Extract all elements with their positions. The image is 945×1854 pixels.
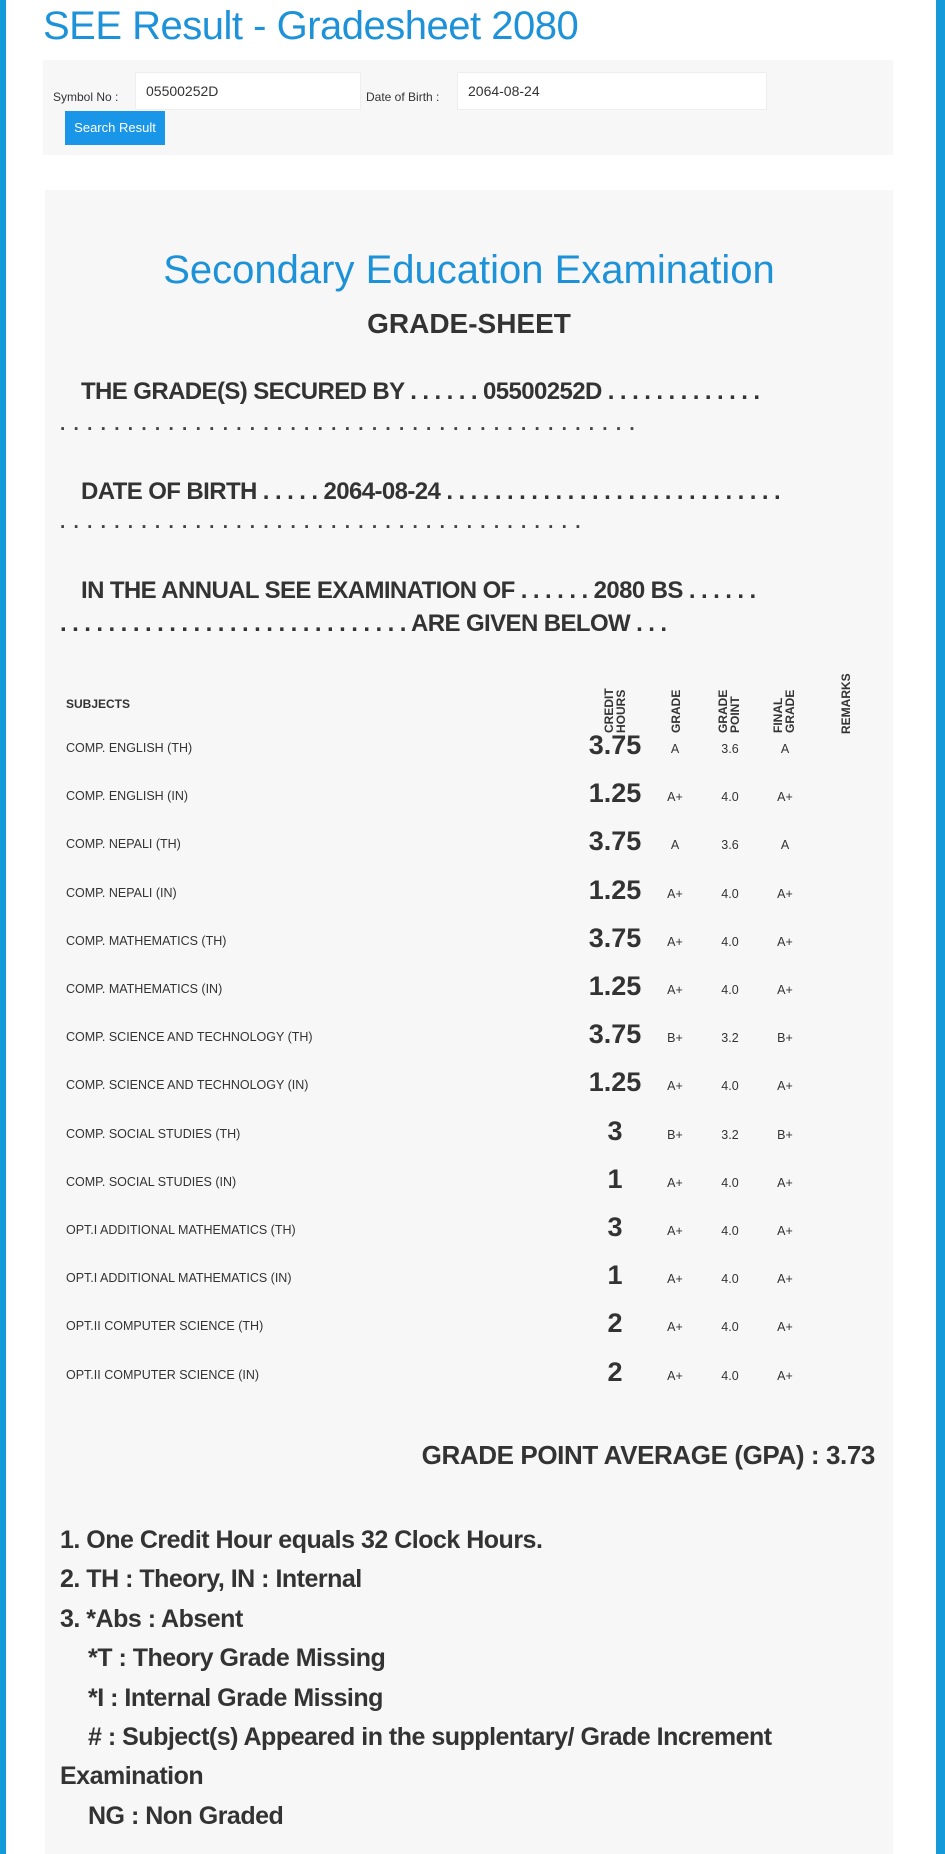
credit-hours: 3.75 (588, 730, 642, 760)
final-grade: A+ (777, 983, 793, 997)
final-grade: A+ (777, 1368, 793, 1383)
table-row (65, 1015, 873, 1063)
grade: A+ (667, 1368, 683, 1383)
dob-line: DATE OF BIRTH . . . . . 2064-08-24 . . . . . . . . . . . . . . . . . . . . . . . . . . . . (81, 478, 781, 505)
subject-name: COMP. SCIENCE AND TECHNOLOGY (IN) (66, 1078, 309, 1093)
final-grade: A+ (777, 1320, 793, 1335)
grade-point: 4.0 (721, 1368, 739, 1383)
col-final-grade: FINAL GRADE (771, 689, 797, 733)
subject-name: COMP. NEPALI (IN) (66, 885, 177, 900)
final-grade: A+ (777, 1175, 793, 1190)
grade: A+ (667, 790, 683, 805)
col-remarks: REMARKS (839, 673, 853, 734)
table-row (65, 726, 873, 774)
subject-name: OPT.I ADDITIONAL MATHEMATICS (TH) (66, 1223, 296, 1237)
note-line: NG : Non Graded (88, 1801, 284, 1830)
grade-point: 4.0 (721, 1272, 739, 1287)
col-credit-hours: CREDIT HOURS (602, 688, 628, 733)
col-grade: GRADE (669, 689, 683, 733)
table-row (65, 1256, 873, 1304)
final-grade: B+ (777, 1127, 793, 1142)
final-grade: A+ (777, 790, 793, 805)
final-grade: A+ (777, 934, 793, 949)
grade-point: 4.0 (721, 983, 739, 997)
col-subjects: SUBJECTS (66, 697, 131, 711)
grade: A (670, 838, 680, 853)
grade: A+ (667, 1272, 683, 1287)
credit-hours: 3.75 (588, 826, 642, 857)
grade: A+ (667, 1320, 683, 1335)
table-row (65, 1208, 873, 1256)
gradesheet-heading: GRADE-SHEET (367, 308, 571, 339)
final-grade: A+ (777, 1224, 793, 1238)
final-grade: A+ (777, 886, 793, 901)
note-line: 3. *Abs : Absent (60, 1604, 243, 1633)
final-grade: A (780, 742, 790, 756)
table-row (65, 822, 873, 870)
table-row (65, 1304, 873, 1352)
exam-heading: Secondary Education Examination (163, 248, 775, 292)
note-line: *I : Internal Grade Missing (88, 1683, 383, 1712)
secured-by-line: THE GRADE(S) SECURED BY . . . . . . 05500252D . . . . . . . . . . . . . (81, 378, 760, 405)
subject-name: COMP. ENGLISH (TH) (66, 741, 193, 755)
table-row (65, 871, 873, 919)
dots-line: . . . . . . . . . . . . . . . . . . . . . . . . . . . . . . . . . . . . . . . . . . . (60, 414, 637, 435)
final-grade: B+ (777, 1031, 793, 1046)
right-border (936, 0, 945, 1854)
search-result-button[interactable]: Search Result (65, 111, 165, 145)
symbol-input[interactable]: 05500252D (135, 72, 361, 110)
gpa-text: GRADE POINT AVERAGE (GPA) : 3.73 (421, 1440, 875, 1470)
final-grade: A+ (777, 1272, 793, 1287)
table-row (65, 919, 873, 967)
grade-point: 3.2 (721, 1031, 739, 1046)
note-line: 2. TH : Theory, IN : Internal (60, 1565, 362, 1594)
credit-hours: 2 (607, 1356, 623, 1387)
exam-line: IN THE ANNUAL SEE EXAMINATION OF . . . . . . 2080 BS . . . . . . (81, 577, 756, 604)
subject-name: COMP. SCIENCE AND TECHNOLOGY (TH) (66, 1030, 313, 1045)
table-row (65, 967, 873, 1015)
note-line: 1. One Credit Hour equals 32 Clock Hours. (60, 1526, 543, 1554)
grade-point: 3.2 (721, 1127, 739, 1142)
credit-hours: 3.75 (588, 1019, 642, 1050)
credit-hours: 1.25 (588, 874, 642, 905)
grade-point: 4.0 (721, 1224, 739, 1238)
dob-input[interactable]: 2064-08-24 (457, 72, 767, 110)
credit-hours: 3 (607, 1115, 623, 1146)
grade-point: 4.0 (721, 934, 739, 949)
table-row (65, 774, 873, 822)
grade-point: 4.0 (721, 886, 739, 901)
col-grade-point: GRADE POINT (716, 689, 742, 733)
left-border (0, 0, 6, 1854)
subject-name: COMP. MATHEMATICS (TH) (66, 933, 227, 948)
given-below-line: . . . . . . . . . . . . . . . . . . . . . . . . . . . . . ARE GIVEN BELOW . . . (60, 610, 667, 637)
grade: A+ (667, 934, 683, 949)
table-row (65, 1353, 873, 1401)
subject-name: COMP. SOCIAL STUDIES (TH) (66, 1126, 241, 1141)
page-title: SEE Result - Gradesheet 2080 (43, 4, 579, 48)
credit-hours: 1.25 (588, 971, 642, 1001)
symbol-label: Symbol No : (53, 90, 119, 104)
credit-hours: 1 (607, 1260, 623, 1291)
credit-hours: 2 (607, 1308, 623, 1339)
grade-point: 4.0 (721, 1079, 739, 1094)
grade-point: 4.0 (721, 1320, 739, 1335)
grade: A+ (667, 1175, 683, 1190)
table-row (65, 1063, 873, 1111)
grade-point: 4.0 (721, 1175, 739, 1190)
subject-name: COMP. MATHEMATICS (IN) (66, 982, 223, 996)
credit-hours: 1 (607, 1163, 623, 1194)
table-row (65, 1112, 873, 1160)
final-grade: A+ (777, 1079, 793, 1094)
dots-line: . . . . . . . . . . . . . . . . . . . . . . . . . . . . . . . . . . . . . . . (60, 512, 582, 533)
subject-name: COMP. ENGLISH (IN) (66, 789, 189, 804)
subject-name: COMP. NEPALI (TH) (66, 837, 181, 852)
grade: A+ (667, 1224, 683, 1238)
gradesheet-panel (45, 190, 893, 1854)
grade: B+ (667, 1031, 683, 1046)
grade-point: 3.6 (721, 838, 739, 853)
grade: B+ (667, 1127, 683, 1142)
grade: A+ (667, 886, 683, 901)
note-line: Examination (60, 1762, 204, 1791)
grade-point: 4.0 (721, 790, 739, 805)
subject-name: OPT.I ADDITIONAL MATHEMATICS (IN) (66, 1271, 292, 1286)
search-form (43, 60, 893, 155)
subject-name: OPT.II COMPUTER SCIENCE (TH) (66, 1319, 264, 1334)
subject-name: COMP. SOCIAL STUDIES (IN) (66, 1174, 237, 1189)
subject-name: OPT.II COMPUTER SCIENCE (IN) (66, 1367, 260, 1382)
note-line: *T : Theory Grade Missing (88, 1644, 386, 1673)
credit-hours: 1.25 (588, 778, 642, 809)
note-line: # : Subject(s) Appeared in the supplentary/ Grade Increment (88, 1723, 772, 1751)
grade: A (670, 742, 680, 756)
grade: A+ (667, 983, 683, 997)
grade-point: 3.6 (721, 742, 739, 756)
credit-hours: 3.75 (588, 922, 642, 953)
grade: A+ (667, 1079, 683, 1094)
credit-hours: 3 (607, 1212, 623, 1242)
table-row (65, 1160, 873, 1208)
final-grade: A (780, 838, 790, 853)
credit-hours: 1.25 (588, 1067, 642, 1098)
dob-label: Date of Birth : (366, 90, 440, 104)
